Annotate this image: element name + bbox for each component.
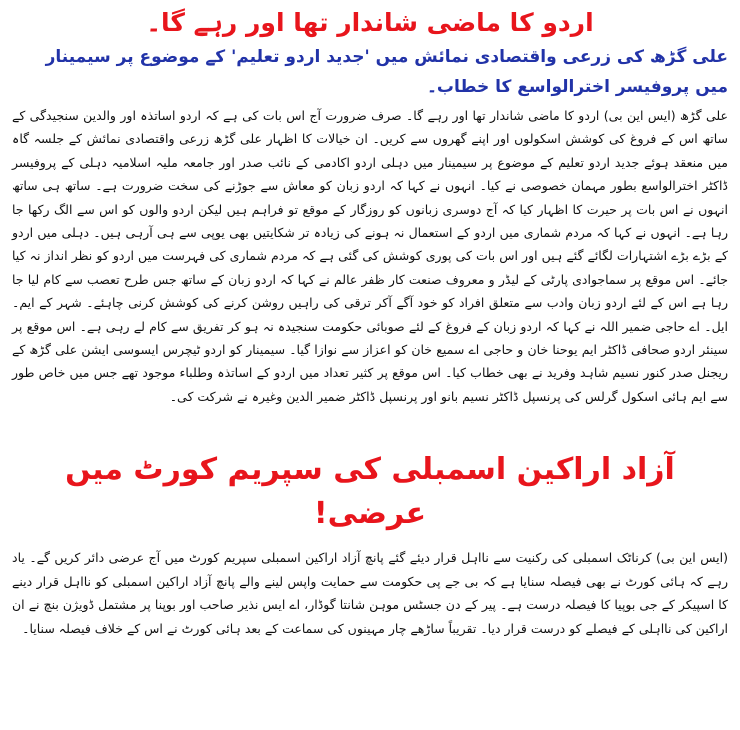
article1-subheadline: علی گڑھ کی زرعی واقتصادی نمائش میں 'جدید اردو تعلیم' کے موضوع پر سیمینار میں پروفیسر اخترالواسع کا خطاب۔ (45, 47, 728, 97)
article2-headline (0, 448, 740, 536)
article1-headline: اردو کا ماضی شاندار تھا اور رہے گا۔ (146, 8, 594, 37)
article2-body: (ایس این بی) کرناٹک اسمبلی کی رکنیت سے نااہل قرار دیئے گئے پانچ آزاد اراکین اسمبلی سپریم کورٹ میں آج عرضی دائر کریں گے۔ یاد رہے کہ ہائی کورٹ نے بھی فیصلہ سنایا ہے کہ بی جے پی حکومت سے حمایت واپس لینے والے پانچ آزاد اراکین اسمبلی کو نااہل قرار دینے کا اسپیکر کے جی بوپیا کا فیصلہ درست ہے۔ پیر کے دن جسٹس موہن شانتا گوڈار، اے ایس نذیر صاحب اور بوپنا پر مشتمل ڈویژن بنچ نے ان اراکین کی نااہلی کے فیصلے کو درست قرار دیا۔ تقریباً ساڑھے چار مہینوں کی سماعت کے بعد ہائی کورٹ نے اس کے خلاف فیصلہ سنایا۔ (12, 550, 728, 636)
article2-headline-text: آزاد اراکین اسمبلی کی سپریم کورٹ میں عرضی (65, 452, 675, 532)
article2-headline-mark: ! (313, 496, 328, 532)
article-independent-mlas (0, 448, 740, 640)
article1-body: علی گڑھ (ایس این بی) اردو کا ماضی شاندار تھا اور رہے گا۔ صرف ضرورت آج اس بات کی ہے کہ اردو اساتذہ اور والدین سنجیدگی کے ساتھ اس کے فروغ کی کوشش اسکولوں اور اپنے گھروں سے کریں۔ ان خیالات کا اظہار علی گڑھ زرعی واقتصادی نمائش کے جلسہ گاہ میں منعقد ہوئے جدید اردو تعلیم کے موضوع پر سیمینار میں دہلی اردو اکادمی کے نائب صدر اور جامعہ ملیہ اسلامیہ دہلی کے پروفیسر ڈاکٹر اخترالواسع بطور مہمان خصوصی نے کیا۔ انہوں نے کہا کہ اردو زبان کو معاش سے جوڑنے کی سخت ضرورت ہے۔ ساتھ ہی ساتھ انہوں نے اس بات پر حیرت کا اظہار کیا کہ آج دوسری زبانوں کو روزگار کے موقع تو فراہم ہیں لیکن اردو والوں کو اس سے الگ رکھا جا رہا ہے۔ انہوں نے کہا کہ مردم شماری میں اردو کے استعمال نہ ہونے کی زیادہ تر شکایتیں بھی یوپی سے ہی آرہی ہیں۔ دہلی میں اردو کے بڑے بڑے اشتہارات لگائے گئے ہیں اور اس بات کی پوری کوشش کی گئی ہے کہ مردم شماری کی فہرست میں اردو کو نظر انداز نہ کیا جائے۔ اس موقع پر سماجوادی پارٹی کے لیڈر و معروف صنعت کار ظفر عالم نے کہا کہ اردو زبان کے ساتھ جس طرح تعصب سے کام لیا جا رہا ہے اس کے لئے اردو زبان وادب سے متعلق افراد کو خود آگے آکر ترقی کی راہیں روشن کرنے کی کوشش کرنی چاہئے۔ شہر کے ایم۔ ایل۔ اے حاجی ضمیر اللہ نے کہا کہ اردو زبان کے فروغ کے لئے صوبائی حکومت سنجیدہ نہ ہو کر تفریق سے کام لے رہی ہے۔ اس موقع پر سینئر اردو صحافی ڈاکٹر ایم یوحنا خان و حاجی اے سمیع خان کو اعزاز سے نوازا گیا۔ سیمینار کو اردو ٹیچرس ایسوسی ایشن علی گڑھ کے ریجنل صدر کنور نسیم شاہد وفرید نے بھی خطاب کیا۔ اس موقع پر کثیر تعداد میں اردو کے اساتذہ وطلباء موجود تھے جس میں خاص طور سے ایم ہائی اسکول گرلس کی پرنسپل ڈاکٹر نسیم بانو اور پرنسپل ڈاکٹر ضمیر الدین وغیرہ نے شرکت کی۔ (12, 108, 728, 404)
